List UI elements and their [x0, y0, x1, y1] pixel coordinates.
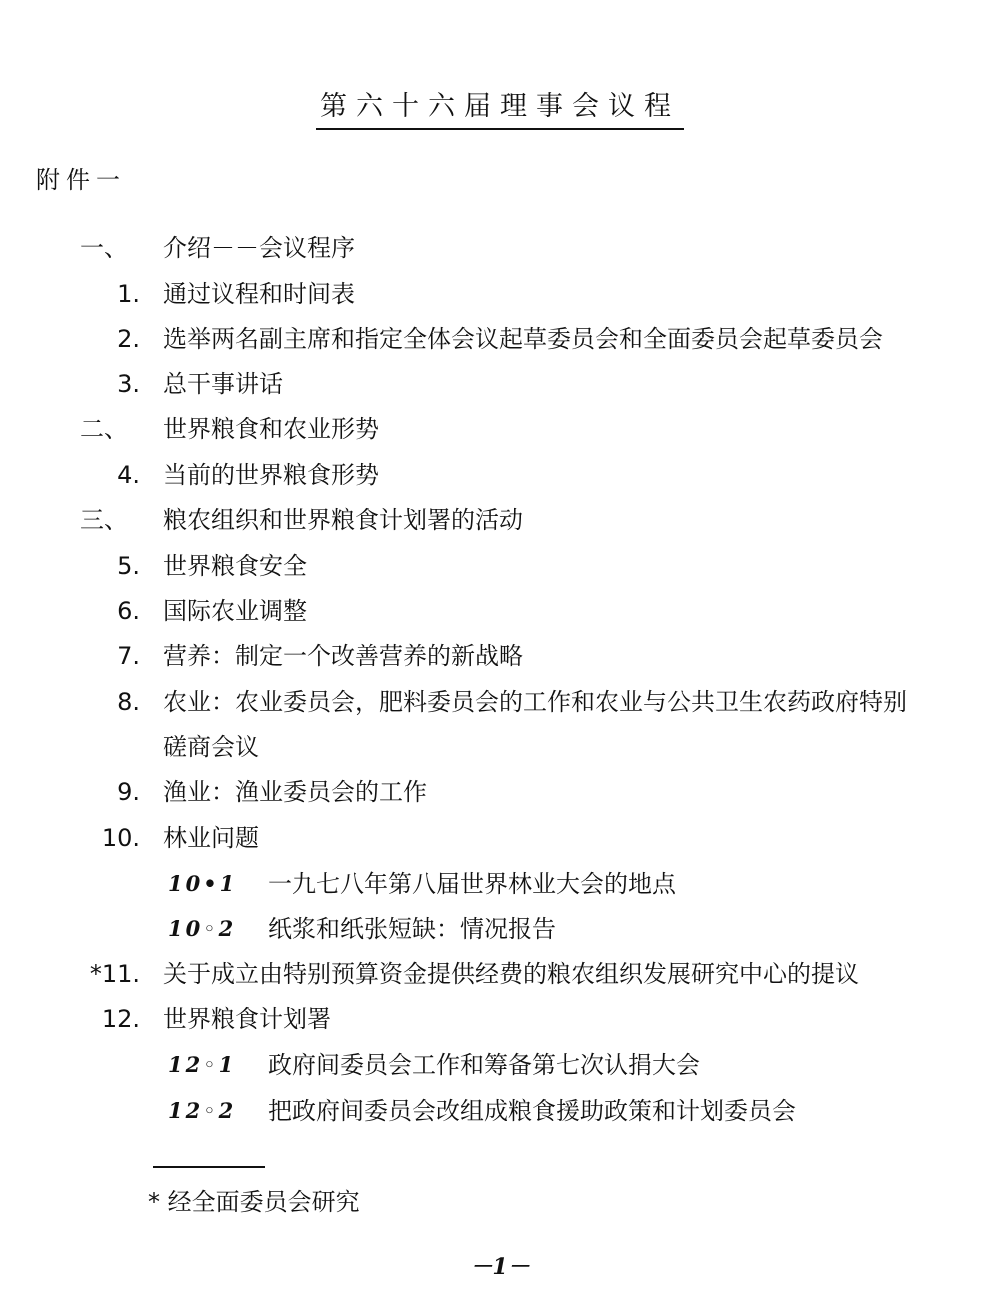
list-item — [0, 502, 1000, 538]
item-number: 12. — [101, 1005, 140, 1033]
list-item — [0, 457, 1000, 493]
item-text: 关于成立由特别预算资金提供经费的粮农组织发展研究中心的提议 — [163, 960, 859, 988]
item-text: 纸浆和纸张短缺：情况报告 — [268, 915, 556, 943]
item-text: 国际农业调整 — [163, 597, 307, 625]
sub-item-number: 12◦2 — [168, 1098, 237, 1123]
item-text: 营养：制定一个改善营养的新战略 — [163, 642, 523, 670]
list-item — [0, 684, 1000, 720]
list-item — [0, 1001, 1000, 1037]
list-item — [0, 774, 1000, 810]
item-text: 粮农组织和世界粮食计划署的活动 — [163, 506, 523, 534]
item-text: 世界粮食计划署 — [163, 1005, 331, 1033]
annex-label: 附件一 — [36, 166, 126, 194]
item-number: 10. — [101, 824, 140, 852]
item-text: 介绍－－会议程序 — [163, 234, 355, 262]
list-item — [0, 638, 1000, 674]
list-item — [0, 820, 1000, 856]
item-number: 5. — [117, 552, 140, 580]
item-number: 4. — [117, 461, 140, 489]
item-number: 3. — [117, 370, 140, 398]
list-item — [0, 593, 1000, 629]
item-number: 7. — [117, 642, 140, 670]
sub-item — [0, 1047, 1000, 1083]
sub-item-number: 12◦1 — [168, 1052, 237, 1077]
item-number: 一、 — [80, 234, 128, 262]
list-item — [0, 276, 1000, 312]
list-item — [0, 366, 1000, 402]
item-number: 6. — [117, 597, 140, 625]
item-text: 世界粮食安全 — [163, 552, 307, 580]
list-item — [0, 230, 1000, 266]
item-text: 农业：农业委员会，肥料委员会的工作和农业与公共卫生农药政府特别 — [163, 688, 907, 716]
item-text: 选举两名副主席和指定全体会议起草委员会和全面委员会起草委员会 — [163, 325, 883, 353]
item-number: 2. — [117, 325, 140, 353]
sub-item — [0, 911, 1000, 947]
item-number: 三、 — [80, 506, 128, 534]
item-text: 一九七八年第八届世界林业大会的地点 — [268, 870, 676, 898]
item-text: 当前的世界粮食形势 — [163, 461, 379, 489]
sub-item-number: 10◦2 — [168, 916, 237, 941]
sub-item — [0, 866, 1000, 902]
item-number: 8. — [117, 688, 140, 716]
item-number: 二、 — [80, 415, 128, 443]
item-text: 政府间委员会工作和筹备第七次认捐大会 — [268, 1051, 700, 1079]
list-item — [0, 321, 1000, 357]
item-text: 磋商会议 — [163, 733, 259, 761]
item-text: 世界粮食和农业形势 — [163, 415, 379, 443]
item-text: 总干事讲话 — [163, 370, 283, 398]
item-text: 林业问题 — [163, 824, 259, 852]
item-text: 通过议程和时间表 — [163, 280, 355, 308]
page-number: －1－ — [470, 1254, 530, 1280]
item-number: 1. — [117, 280, 140, 308]
item-text: 渔业：渔业委员会的工作 — [163, 778, 427, 806]
list-item — [0, 548, 1000, 584]
footnote-divider — [153, 1166, 265, 1168]
sub-item-number: 10•1 — [168, 871, 238, 896]
footnote: * 经全面委员会研究 — [148, 1188, 360, 1216]
item-text: 把政府间委员会改组成粮食援助政策和计划委员会 — [268, 1097, 796, 1125]
item-number: *11. — [89, 960, 140, 988]
item-number: 9. — [117, 778, 140, 806]
page-title: 第六十六届理事会议程 — [0, 84, 1000, 130]
sub-item — [0, 1093, 1000, 1129]
list-item — [0, 956, 1000, 992]
list-item-continuation — [0, 729, 1000, 765]
list-item — [0, 411, 1000, 447]
